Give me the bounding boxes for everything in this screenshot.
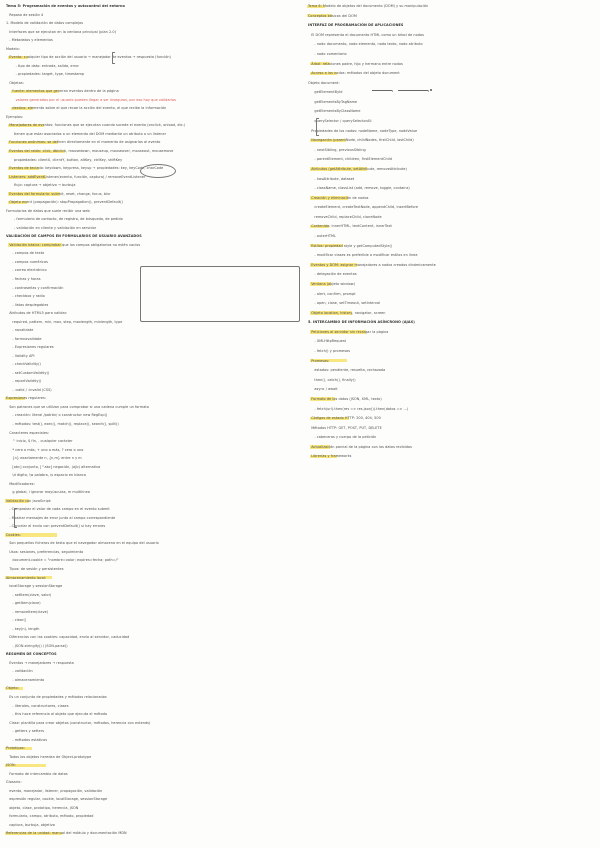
note-line: - key(n), length — [12, 626, 40, 631]
note-line: - delegación de eventos — [314, 272, 357, 277]
note-line: - outerHTML — [314, 234, 336, 238]
sketch-oval — [140, 164, 176, 178]
note-line: - correo electrónico — [12, 268, 47, 273]
note-line: - campos numéricos — [12, 259, 48, 264]
note-line: - creación: literal /patrón/ o constructor new RegExp() — [12, 413, 108, 418]
note-line: Caracteres especiales: — [9, 430, 50, 435]
note-line: - formnovalidate — [12, 336, 42, 341]
note-line: - setItem(clave, valor) — [12, 592, 52, 597]
note-line: - setCustomValidity() — [12, 370, 50, 375]
note-line: - Expresiones regulares — [12, 345, 54, 350]
note-line: {n} exactamente n, {n,m} entre n y m — [12, 456, 82, 461]
note-line: - alert, confirm, prompt — [314, 291, 356, 296]
note-line: JSON: — [6, 763, 16, 768]
note-line: Eventos de teclado: keydown, keypress, keyup → propiedades: key, keyCode, charCode — [9, 166, 164, 171]
note-line: - literales, constructores, clases — [12, 703, 69, 708]
note-line: localStorage y sessionStorage — [9, 584, 63, 589]
note-line: - open, close, setTimeout, setInterval — [314, 301, 381, 306]
note-line: Es un conjunto de propiedades y métodos relacionados — [9, 694, 107, 699]
note-line: evento, manejador, listener, propagación, validación — [9, 788, 103, 793]
note-line: Validación básica: comprobar que los campos obligatorios no estén vacíos — [9, 242, 141, 247]
sketch-brace — [14, 508, 17, 528]
summary-box — [140, 266, 300, 322]
note-line: - Validity API — [12, 353, 35, 358]
note-line: Objeto: — [6, 686, 19, 691]
note-line: Promesas: — [311, 358, 330, 363]
sketch-arrow — [398, 90, 428, 91]
note-line: Expresiones regulares: — [6, 396, 47, 401]
note-line: Atributos (getAttribute, setAttribute, removeAttribute) — [311, 166, 407, 171]
note-line: Manejadores de eventos: funciones que se ejecutan cuando sucede el evento (onclick, onload, etc.) — [9, 123, 186, 128]
note-line: createElement, createTextNode, appendChild, insertBefore — [314, 205, 419, 210]
note-line: - contraseñas y confirmación — [12, 285, 64, 290]
note-line: getElementsByClassName — [314, 109, 361, 114]
note-line: - formulario de contacto, de registro, de búsqueda, de pedido — [14, 217, 123, 222]
note-line: getElementsByTagName — [314, 99, 358, 104]
note-line: - propiedades: target, type, timestamp — [15, 72, 85, 77]
note-line: Clase: plantilla para crear objetos (constructor, métodos, herencia con extends) — [9, 720, 151, 725]
note-line: Actualización parcial de la página con los datos recibidos — [311, 444, 412, 449]
note-line: - Comprobar el valor de cada campo en el evento submit — [9, 507, 110, 512]
note-line: Objeto location, history, navigator, screen — [311, 310, 386, 315]
note-line: Objetos: — [9, 80, 24, 85]
note-line: - almacenamiento — [12, 677, 45, 682]
note-line: Eventos del formulario: submit, reset, change, focus, blur — [9, 191, 111, 196]
note-line: Objeto document: — [308, 80, 340, 85]
note-line: Listeners: addEventListener(evento, función, captura) / removeEventListener — [9, 174, 146, 179]
note-line: Ventana (objeto window) — [311, 281, 355, 286]
note-line: Almacenamiento local: — [6, 575, 47, 580]
note-line: Eventos del ratón: click, dblclick, mousedown, mouseup, mouseover, mouseout, mousemove — [9, 149, 174, 154]
note-line: - Cancelar el envío con preventDefault() si hay errores — [9, 524, 106, 529]
note-line: Cookies: — [6, 532, 21, 537]
note-line: - clear() — [12, 618, 27, 623]
note-line: ^ inicio, $ fin, . cualquier carácter — [12, 439, 73, 444]
note-line: flujo: captura → objetivo → burbuja — [14, 183, 76, 188]
note-line: - tipo de dato: entrada, salida, error — [15, 63, 79, 68]
note-line: - this hace referencia al objeto que ejecuta el método — [12, 712, 108, 717]
note-line: Acceso a los nodos: métodos del objeto document — [311, 71, 400, 76]
note-line: formulario, campo, atributo, método, propiedad — [9, 814, 94, 819]
note-line: - métodos: test(), exec(), match(), replace(), search(), split() — [12, 422, 119, 426]
note-line: Objeto event (propagación): stopPropagation(), preventDefault() — [9, 200, 124, 205]
note-line: Tema 5: Programación de eventos y autocontrol del entorno — [6, 4, 125, 8]
note-line: Evento: cualquier tipo de acción del usuario → manejador de eventos → respuesta (función) — [9, 55, 171, 60]
note-line: required, pattern, min, max, step, maxlength, minlength, type — [12, 319, 123, 324]
note-line: Propiedades de los nodos: nodeName, nodeType, nodeValue — [311, 128, 418, 133]
note-line: - Metadatos y elementos — [9, 38, 53, 43]
note-line: Interfaces que se ejecutan en la ventana principal (plan 2.0) — [9, 29, 117, 34]
note-line: valores generados por el usuario pueden llegar a ser inseguros, por eso hay que validarlos — [15, 97, 176, 102]
note-line: expresión regular, cookie, localStorage, sessionStorage — [9, 797, 108, 802]
note-line: - cabeceras y cuerpo de la petición — [314, 435, 377, 440]
note-line: RESUMEN DE CONCEPTOS — [6, 652, 57, 657]
note-line: - fetch(url).then(res => res.json()).then(datos => ...) — [314, 406, 409, 411]
note-line: - XMLHttpRequest — [314, 339, 347, 344]
note-line: querySelector / querySelectorAll — [314, 119, 372, 123]
note-line: estados: pendiente, resuelta, rechazada — [314, 368, 386, 373]
sketch-arrow — [372, 90, 392, 91]
note-line: Contenido: innerHTML, textContent, innerText — [311, 224, 392, 229]
note-line: - reportValidity() — [12, 379, 42, 384]
note-line: 1. Modelo de validación de datos complejos — [6, 21, 84, 26]
note-line: - JSON.stringify() / JSON.parse() — [12, 643, 68, 648]
note-line: Son pequeños ficheros de texto que el navegador almacena en el equipo del usuario — [9, 541, 159, 546]
note-line: Navegación (parentNode, childNodes, firstChild, lastChild) — [311, 138, 414, 143]
note-line: - campos de texto — [12, 251, 45, 256]
note-line: - removeItem(clave) — [12, 609, 49, 614]
note-line: Formularios de datos que suele recibir una web — [6, 208, 90, 213]
note-line: \d dígito, \w palabra, \s espacio en blanco — [12, 473, 87, 478]
note-line: - métodos estáticos — [12, 737, 48, 742]
note-line: removeChild, replaceChild, cloneNode — [314, 214, 382, 219]
note-line: Creación y eliminación de nodos — [311, 195, 369, 200]
note-line: - nextSibling, previousSibling — [314, 147, 366, 152]
note-line: Tema 6: Modelo de objetos del documento (DOM) y su manipulación — [308, 4, 429, 8]
note-line: getElementById — [314, 90, 343, 95]
note-line: - nodo comentario — [314, 51, 347, 56]
note-line: Usos: sesiones, preferencias, seguimiento — [9, 549, 84, 554]
note-line: - checkValidity() — [12, 362, 41, 367]
note-line: - Mostrar mensajes de error junto al campo correspondiente — [9, 515, 116, 520]
note-line: fuente: elementos que generan eventos dentro de la página — [12, 89, 119, 94]
note-line: Formato de los datos (JSON, XML, texto) — [311, 396, 382, 401]
note-line: Glosario: — [6, 780, 22, 785]
note-line: Eventos y DOM: asignar manejadores a nodos creados dinámicamente — [311, 262, 436, 267]
note-line: Eventos → manejadores → respuesta — [9, 660, 74, 665]
note-line: - listas desplegables — [12, 302, 49, 307]
note-line: Modelo: — [6, 46, 20, 51]
note-line: - className, classList (add, remove, toggle, contains) — [314, 186, 410, 191]
sketch-brace — [112, 52, 115, 64]
note-line: Referencias de la unidad: manual del módulo y documentación MDN — [6, 831, 127, 836]
note-line: - :valid / :invalid (CSS) — [12, 387, 52, 392]
note-line: Ejemplos: — [6, 114, 24, 119]
note-line: destino: elemento sobre el que recae la acción del evento, el que recibe la información — [12, 106, 167, 111]
note-line: async / await — [314, 387, 338, 392]
note-line: VALIDACIÓN DE CAMPOS EN FORMULARIOS DE USUARIO AVANZADOS — [6, 234, 142, 239]
note-line: Atributos de HTML5 para validar: — [9, 311, 68, 316]
note-line: g global, i ignorar mayúsculas, m multilínea — [12, 490, 90, 495]
note-line: - novalidate — [12, 328, 34, 333]
note-line: - nodo documento, nodo elemento, nodo texto, nodo atributo — [314, 42, 423, 47]
note-line: INTERFAZ DE PROGRAMACIÓN DE APLICACIONES — [308, 23, 404, 28]
note-line: - modificar clases es preferible a modificar estilos en línea — [314, 253, 418, 258]
note-line: Funciones anónimas: se definen directamente en el momento de asignarlas al evento — [9, 140, 161, 145]
note-line: Métodos HTTP: GET, POST, PUT, DELETE — [311, 425, 382, 430]
sketch-brace — [316, 118, 319, 136]
note-line: * cero o más, + uno o más, ? cero o uno — [12, 447, 84, 452]
note-line: Librerías y frameworks — [311, 454, 352, 459]
note-line: - hasAttribute, dataset — [314, 176, 355, 181]
note-line: Son patrones que se utilizan para comprobar si una cadena cumple un formato — [9, 404, 149, 409]
note-line: Formato de intercambio de datos — [9, 771, 68, 776]
note-line: Diferencias con las cookies: capacidad, envío al servidor, caducidad — [9, 635, 130, 640]
note-line: [abc] conjunto, [^abc] negación, (a|b) alternativa — [12, 464, 101, 469]
note-line: then(), catch(), finally() — [314, 377, 356, 382]
note-line: document.cookie = "nombre=valor; expires=fecha; path=/" — [12, 558, 119, 563]
note-line: - validación en cliente y validación en servidor — [14, 225, 97, 230]
note-line: El DOM representa el documento HTML como un árbol de nodos — [311, 32, 424, 37]
note-line: Árbol: relaciones padre, hijo y hermano entre nodos — [311, 61, 403, 66]
note-line: Conceptos básicos del DOM — [308, 13, 357, 18]
note-line: Repaso de sesión 4 — [9, 12, 44, 17]
note-line: Peticiones al servidor sin recargar la página — [311, 329, 389, 334]
note-line: - getters y setters — [12, 729, 45, 734]
note-line: Validación con JavaScript: — [6, 498, 52, 503]
note-line: Tipos: de sesión y persistentes — [9, 567, 64, 572]
note-line: objeto, clase, prototipo, herencia, JSON — [9, 805, 79, 810]
note-line: captura, burbuja, objetivo — [9, 822, 55, 827]
note-line: - fetch() y promesas — [314, 349, 351, 353]
note-line: propiedades: clientX, clientY, button, altKey, ctrlKey, shiftKey — [14, 157, 123, 162]
sketch-dot — [430, 89, 432, 91]
note-line: 5. INTERCAMBIO DE INFORMACIÓN ASÍNCRONO (AJAX) — [308, 320, 415, 325]
note-line: tienen que estar asociados a un elemento del DOM mediante un atributo o un listener — [14, 131, 167, 136]
note-line: - fechas y horas — [12, 276, 41, 281]
note-line: Todos los objetos heredan de Object.prototype — [9, 754, 92, 759]
note-line: - validación — [12, 669, 33, 674]
note-line: Modificadores: — [9, 481, 35, 486]
note-line: Prototipos: — [6, 746, 25, 751]
note-line: - parentElement, children, firstElementChild — [314, 157, 392, 162]
note-line: Estilos: propiedad style y getComputedStyle() — [311, 243, 393, 248]
note-line: Códigos de estado HTTP: 200, 404, 500 — [311, 416, 381, 421]
note-line: - getItem(clave) — [12, 601, 41, 606]
note-line: - checkbox y radio — [12, 294, 45, 299]
